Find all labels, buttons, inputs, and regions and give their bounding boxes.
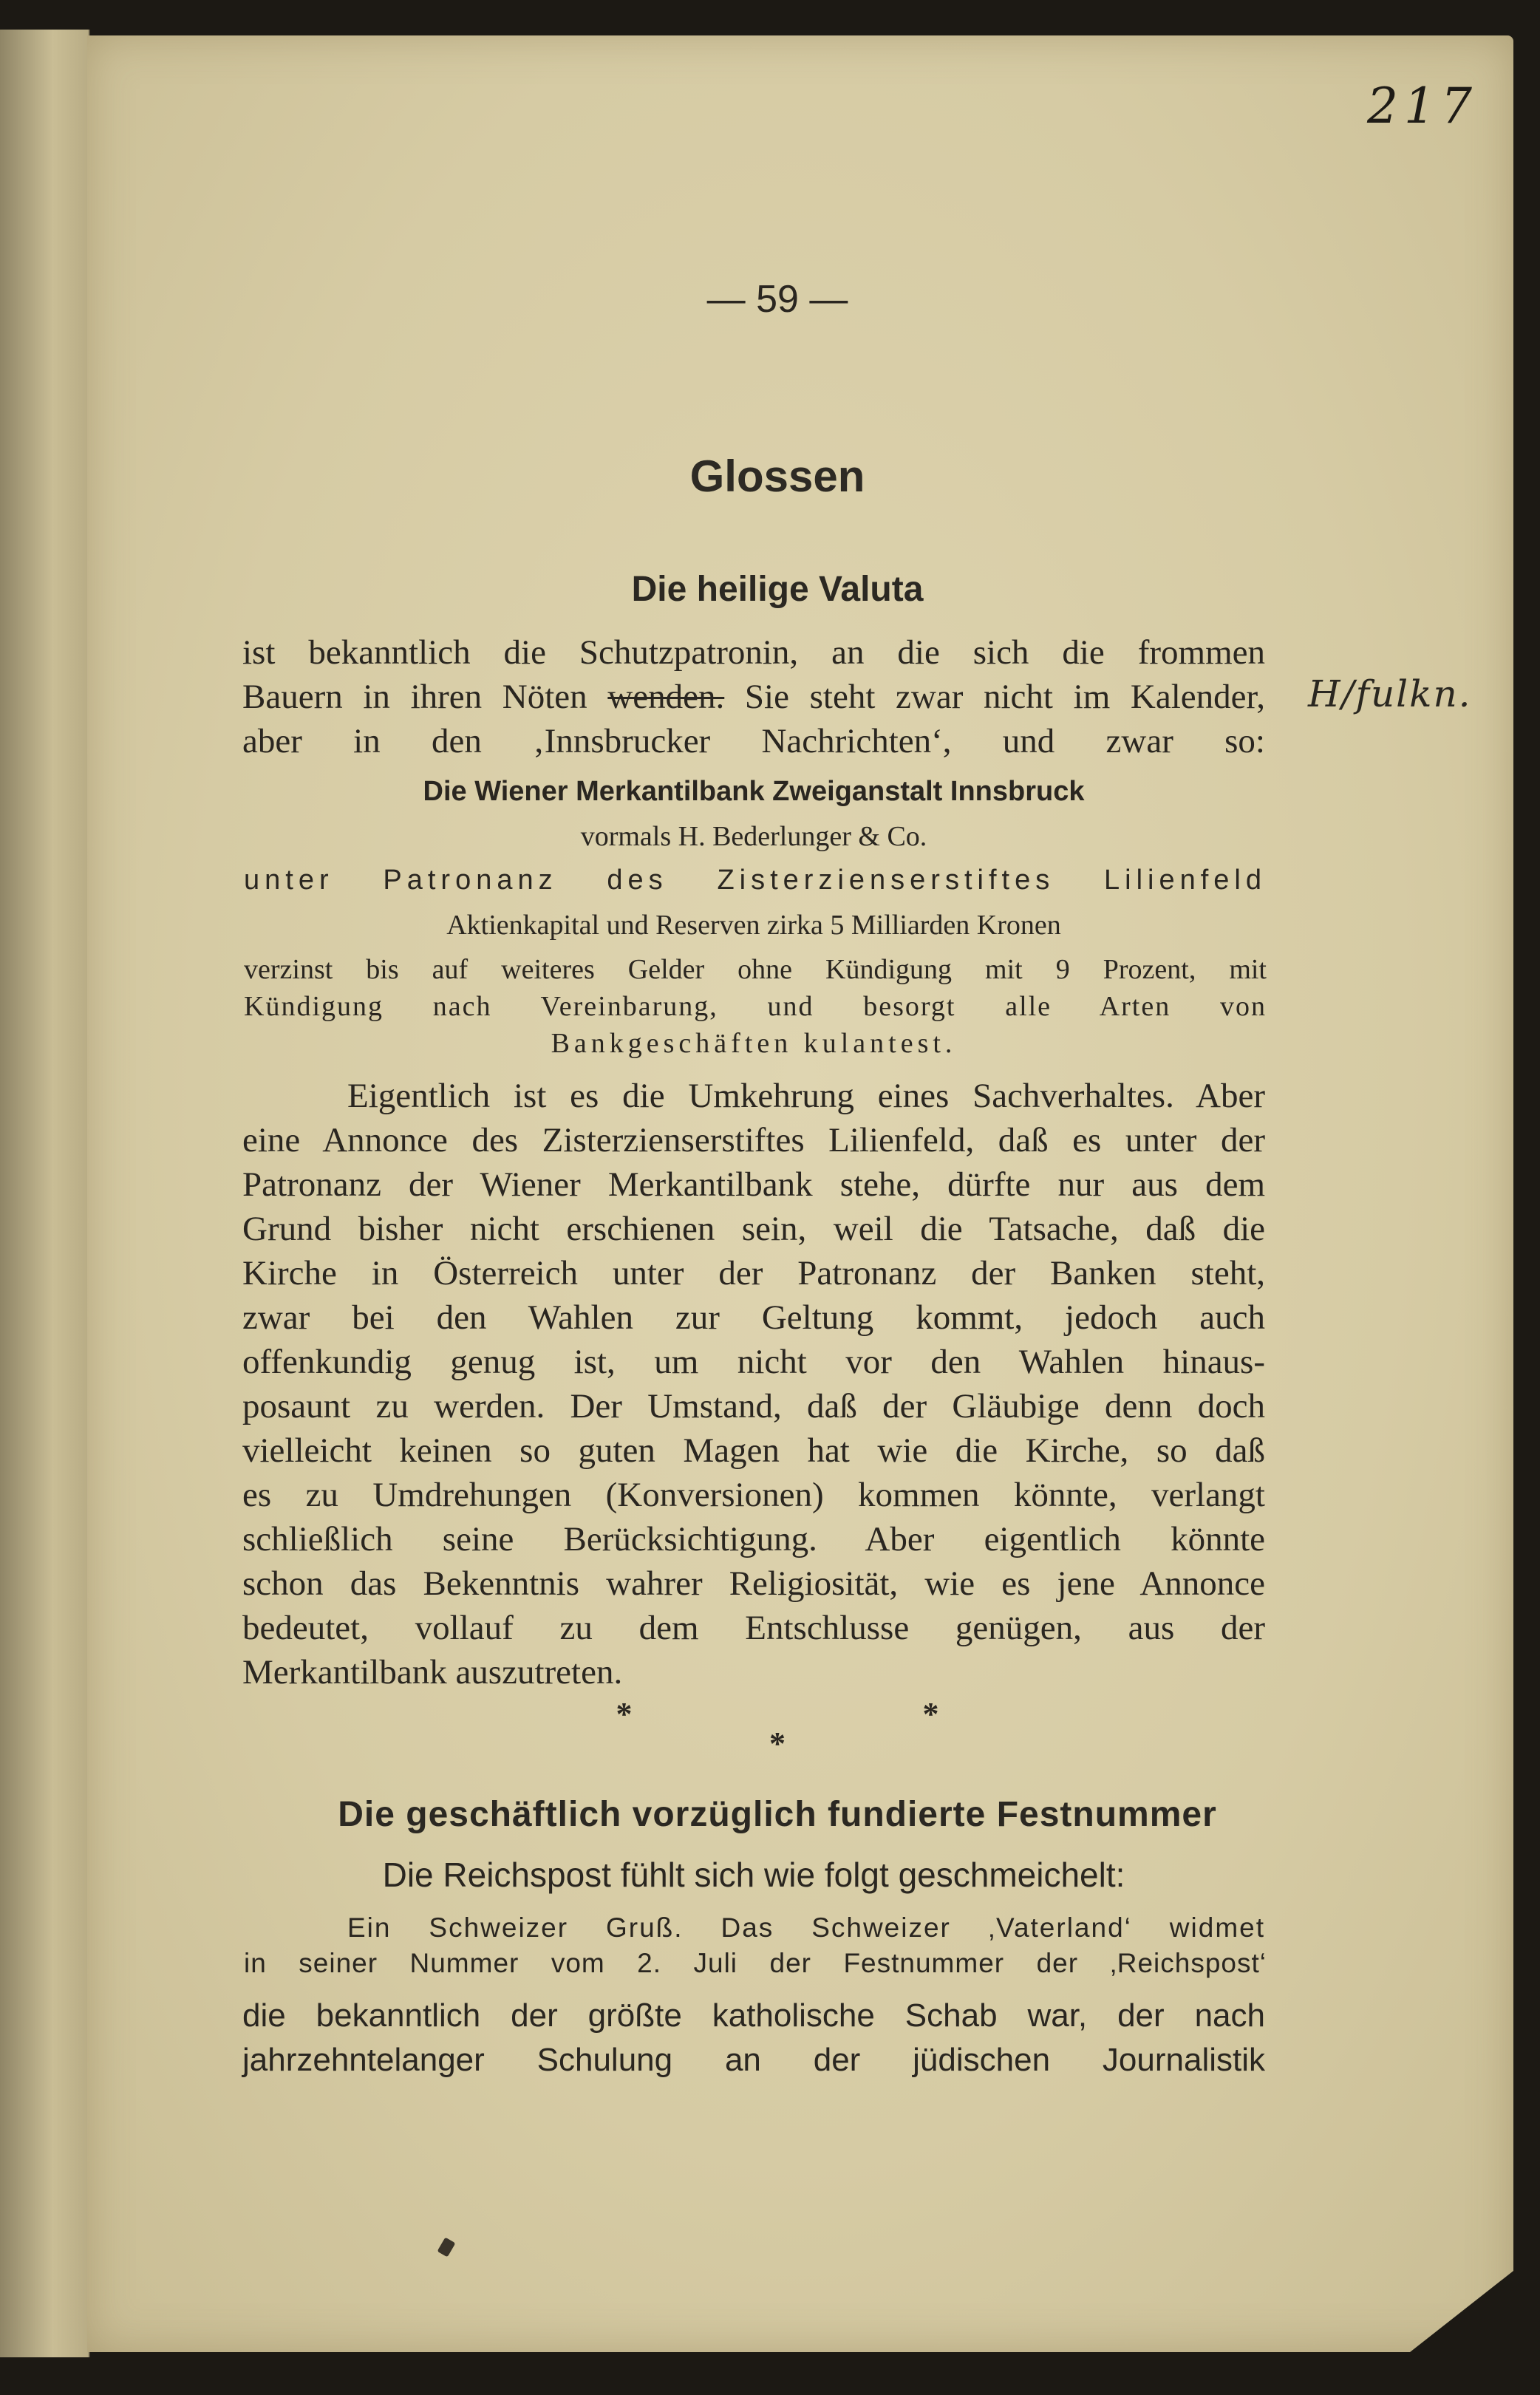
separator-stars-top: * * <box>616 1696 939 1732</box>
struck-word: wenden. <box>607 678 725 716</box>
section-separator <box>0 1696 1540 1762</box>
article-title-valuta: Die heilige Valuta <box>631 570 924 609</box>
intro-line-with-correction <box>242 676 1265 718</box>
body-line: Patronanz der Wiener Merkantilbank stehe, dürfte nur aus dem <box>242 1165 1265 1204</box>
ad-capital: Aktienkapital und Reserven zirka 5 Milliarden Kronen <box>446 910 1061 941</box>
ad-terms-line: Kündigung nach Vereinbarung, und besorgt alle Arten von <box>244 991 1267 1022</box>
ad-terms-line: verzinst bis auf weiteres Gelder ohne Kündigung mit 9 Prozent, mit <box>244 954 1267 985</box>
body-line: Merkantilbank auszutreten. <box>242 1653 623 1692</box>
intro-line-text: Bauern in ihren Nöten <box>242 678 587 716</box>
section-title: Glossen <box>689 452 865 501</box>
handwritten-margin-note: H/fulkn. <box>1308 672 1472 715</box>
intro-line: aber in den ‚Innsbrucker Nachrichten‘, und zwar so: <box>242 722 1265 760</box>
body-line: es zu Umdrehungen (Konversionen) kommen könnte, verlangt <box>242 1476 1265 1514</box>
ad-patronage: unter Patronanz des Zisterzienserstiftes Lilienfeld <box>244 865 1267 896</box>
separator-star-bottom: * <box>769 1725 786 1762</box>
quote-line: in seiner Nummer vom 2. Juli der Festnummer der ‚Reichspost‘ <box>244 1948 1267 1978</box>
body-line: jahrzehntelanger Schulung an der jüdischen Journalistik <box>242 2042 1265 2078</box>
body-line: Grund bisher nicht erschienen sein, weil die Tatsache, daß die <box>242 1210 1265 1248</box>
torn-corner <box>1410 2271 1513 2352</box>
ad-formerly: vormals H. Bederlunger & Co. <box>580 821 927 852</box>
archive-folio-number: 217 <box>1367 78 1478 134</box>
body-line: bedeutet, vollauf zu dem Entschlusse genügen, aus der <box>242 1609 1265 1647</box>
body-line: eine Annonce des Zisterzienserstiftes Lilienfeld, daß es unter der <box>242 1121 1265 1159</box>
body-line: offenkundig genug ist, um nicht vor den Wahlen hinaus- <box>242 1343 1265 1381</box>
quote-line: Ein Schweizer Gruß. Das Schweizer ‚Vaterland‘ widmet <box>347 1912 1265 1943</box>
intro-line: ist bekanntlich die Schutzpatronin, an die sich die frommen <box>242 633 1265 672</box>
article2-intro: Die Reichspost fühlt sich wie folgt geschmeichelt: <box>382 1856 1125 1894</box>
previous-page-edge <box>0 30 90 2357</box>
body-line: schließlich seine Berücksichtigung. Aber eigentlich könnte <box>242 1520 1265 1558</box>
body-line: vielleicht keinen so guten Magen hat wie die Kirche, so daß <box>242 1431 1265 1470</box>
page-number: — 59 — <box>706 278 848 321</box>
body-line: die bekanntlich der größte katholische Schab war, der nach <box>242 1997 1265 2034</box>
body-line: schon das Bekenntnis wahrer Religiosität, wie es jene Annonce <box>242 1564 1265 1603</box>
body-line: zwar bei den Wahlen zur Geltung kommt, jedoch auch <box>242 1298 1265 1337</box>
body-line: Kirche in Österreich unter der Patronanz der Banken steht, <box>242 1254 1265 1292</box>
article-title-festnummer: Die geschäftlich vorzüglich fundierte Festnummer <box>338 1795 1217 1834</box>
intro-line-text: Sie steht zwar nicht im Kalender, <box>744 678 1266 716</box>
ad-bank-name: Die Wiener Merkantilbank Zweiganstalt Innsbruck <box>423 776 1085 807</box>
body-line: posaunt zu werden. Der Umstand, daß der Gläubige denn doch <box>242 1387 1265 1425</box>
body-line: Eigentlich ist es die Umkehrung eines Sachverhaltes. Aber <box>347 1077 1265 1115</box>
ad-terms-line: Bankgeschäften kulantest. <box>551 1028 957 1059</box>
